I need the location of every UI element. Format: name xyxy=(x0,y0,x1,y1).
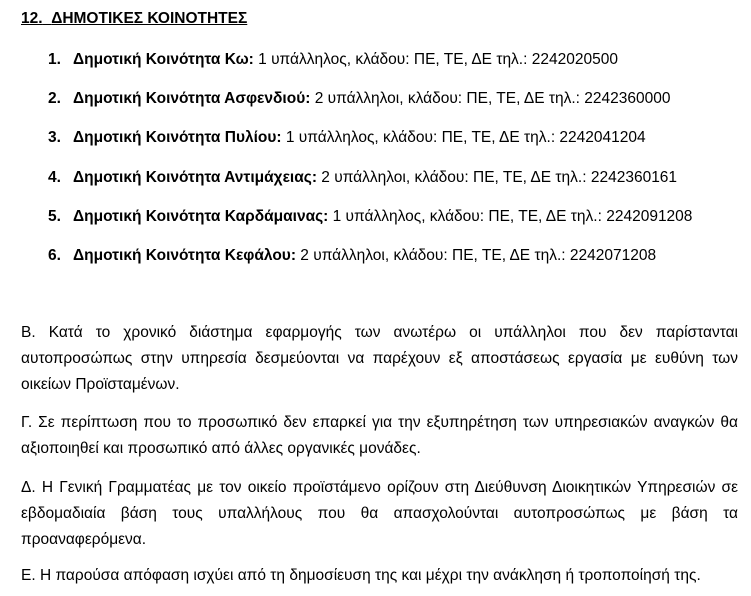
community-name: Δημοτική Κοινότητα Ασφενδιού: xyxy=(73,90,311,107)
community-name: Δημοτική Κοινότητα Αντιμάχειας: xyxy=(73,169,317,186)
section-title-text: ΔΗΜΟΤΙΚΕΣ ΚΟΙΝΟΤΗΤΕΣ xyxy=(51,10,248,27)
list-item-number: 4. xyxy=(48,169,61,186)
community-details: 2 υπάλληλοι, κλάδου: ΠΕ, ΤΕ, ΔΕ τηλ.: 2242360000 xyxy=(310,90,671,107)
list-item xyxy=(48,207,692,227)
community-details: 2 υπάλληλοι, κλάδου: ΠΕ, ΤΕ, ΔΕ τηλ.: 2242360161 xyxy=(316,169,678,186)
list-item-number: 3. xyxy=(48,129,61,146)
list-item-number: 2. xyxy=(48,90,61,107)
paragraph-b: Β. Κατά το χρονικό διάστημα εφαρμογής των ανωτέρω οι υπάλληλοι που δεν παρίστανται αυτοπροσώπως στην υπηρεσία δεσμεύονται να παρέχουν εξ αποστάσεως εργασία με ευθύνη των οικείων Προϊσταμένων. xyxy=(21,324,738,393)
list-item-number: 5. xyxy=(48,208,61,225)
list-item-number: 1. xyxy=(48,51,61,68)
paragraph-g: Γ. Σε περίπτωση που το προσωπικό δεν επαρκεί για την εξυπηρέτηση των υπηρεσιακών αναγκών θα αξιοποιηθεί και προσωπικό από άλλες οργανικές μονάδες. xyxy=(21,414,738,457)
section-heading xyxy=(21,10,247,28)
community-name: Δημοτική Κοινότητα Κεφάλου: xyxy=(73,247,296,264)
list-item xyxy=(48,168,677,188)
community-details: 1 υπάλληλος, κλάδου: ΠΕ, ΤΕ, ΔΕ τηλ.: 2242041204 xyxy=(281,129,646,146)
community-name: Δημοτική Κοινότητα Κω: xyxy=(73,51,254,68)
section-number: 12. xyxy=(21,10,43,27)
community-details: 2 υπάλληλοι, κλάδου: ΠΕ, ΤΕ, ΔΕ τηλ.: 2242071208 xyxy=(296,247,657,264)
community-details: 1 υπάλληλος, κλάδου: ΠΕ, ΤΕ, ΔΕ τηλ.: 2242091208 xyxy=(328,208,693,225)
community-name: Δημοτική Κοινότητα Καρδάμαινας: xyxy=(73,208,329,225)
community-details: 1 υπάλληλος, κλάδου: ΠΕ, ΤΕ, ΔΕ τηλ.: 2242020500 xyxy=(253,51,618,68)
list-item xyxy=(48,128,646,148)
list-item xyxy=(48,50,618,70)
list-item xyxy=(48,246,656,266)
paragraph-e: Ε. Η παρούσα απόφαση ισχύει από τη δημοσίευση της και μέχρι την ανάκληση ή τροποποίησή της. xyxy=(21,567,701,584)
list-item xyxy=(48,89,670,109)
community-name: Δημοτική Κοινότητα Πυλίου: xyxy=(73,129,282,146)
paragraph-d: Δ. Η Γενική Γραμματέας με τον οικείο προϊστάμενο ορίζουν στη Διεύθυνση Διοικητικών Υπηρεσιών σε εβδομαδιαία βάση τους υπαλλήλους που θα απασχολούνται αυτοπροσώπως με βάση τα προαναφερόμενα. xyxy=(21,479,738,548)
list-item-number: 6. xyxy=(48,247,61,264)
